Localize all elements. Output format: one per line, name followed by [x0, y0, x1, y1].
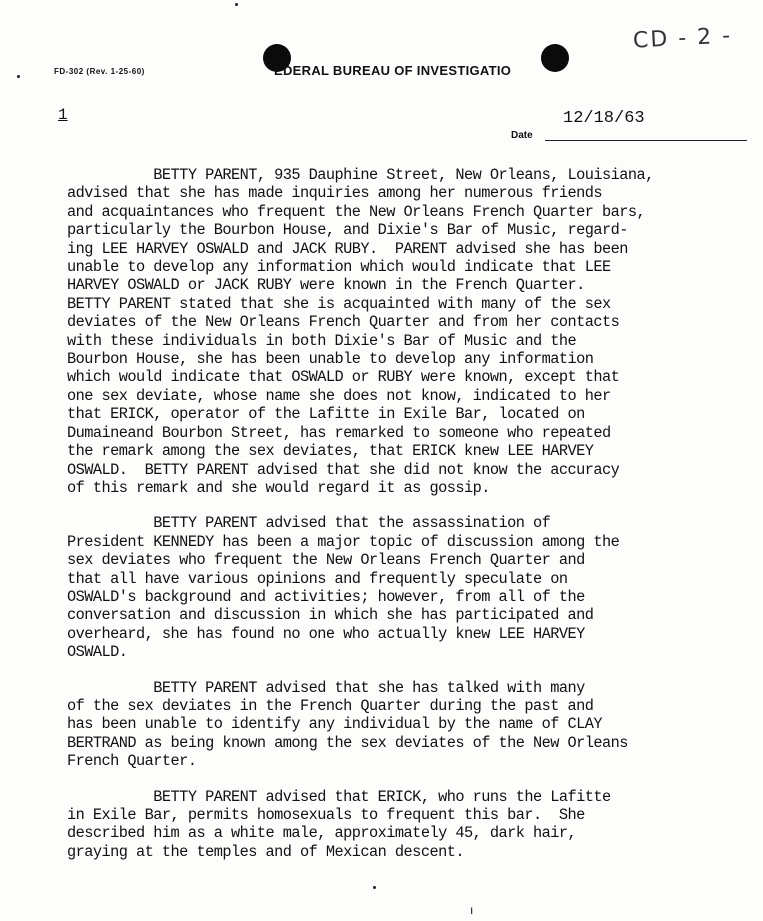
scan-speck [17, 75, 20, 78]
paragraph-2: BETTY PARENT advised that the assassination of President KENNEDY has been a major topic of discussion among the sex deviates who frequent the New Orleans French Quarter and that all have various opinions and frequently speculate on OSWALD's background and activities; however, from all of the conversation and discussion in which she has participated and overheard, she has found no one who actually knew LEE HARVEY OSWALD. [67, 514, 620, 662]
agency-heading: EDERAL BUREAU OF INVESTIGATIO [274, 63, 512, 78]
paragraph-4: BETTY PARENT advised that ERICK, who runs the Lafitte in Exile Bar, permits homosexuals to frequent this bar. She described him as a white male, approximately 45, dark hair, graying at the temples and of Mexican descent. [67, 787, 611, 861]
scan-speck [373, 886, 376, 889]
handwritten-file-mark: CD - 2 - [632, 23, 733, 54]
report-body [67, 166, 757, 878]
form-code: FD-302 (Rev. 1-25-60) [54, 67, 145, 76]
paragraph-1: BETTY PARENT, 935 Dauphine Street, New Orleans, Louisiana, advised that she has made inquiries among her numerous friends and acquaintances who frequent the New Orleans French Quarter bars, particularly the Bourbon House, and Dixie's Bar of Music, regard- ing LEE HARVEY OSWALD and JACK RUBY. PARENT advised she has been unable to develop any information which would indicate that LEE HARVEY OSWALD or JACK RUBY were known in the French Quarter. BETTY PARENT stated that she is acquainted with many of the sex deviates of the New Orleans French Quarter and from her contacts with these individuals in both Dixie's Bar of Music and the Bourbon House, she has been unable to develop any information which would indicate that OSWALD or RUBY were known, except that one sex deviate, whose name she does not know, indicated to her that ERICK, operator of the Lafitte in Exile Bar, located on Dumaineand Bourbon Street, has remarked to someone who repeated the remark among the sex deviates, that ERICK knew LEE HARVEY OSWALD. BETTY PARENT advised that she did not know the accuracy of this remark and she would regard it as gossip. [67, 166, 654, 497]
scan-speck [235, 3, 238, 6]
date-label: Date [511, 130, 533, 141]
punch-hole-right [541, 44, 569, 72]
date-underline [545, 140, 747, 141]
date-value: 12/18/63 [563, 109, 645, 128]
bottom-mark: ı [470, 903, 474, 917]
page-number: 1 [58, 106, 68, 124]
paragraph-3: BETTY PARENT advised that she has talked with many of the sex deviates in the French Quarter during the past and has been unable to identify any individual by the name of CLAY BERTRAND as being known among the sex deviates of the New Orleans French Quarter. [67, 678, 628, 771]
